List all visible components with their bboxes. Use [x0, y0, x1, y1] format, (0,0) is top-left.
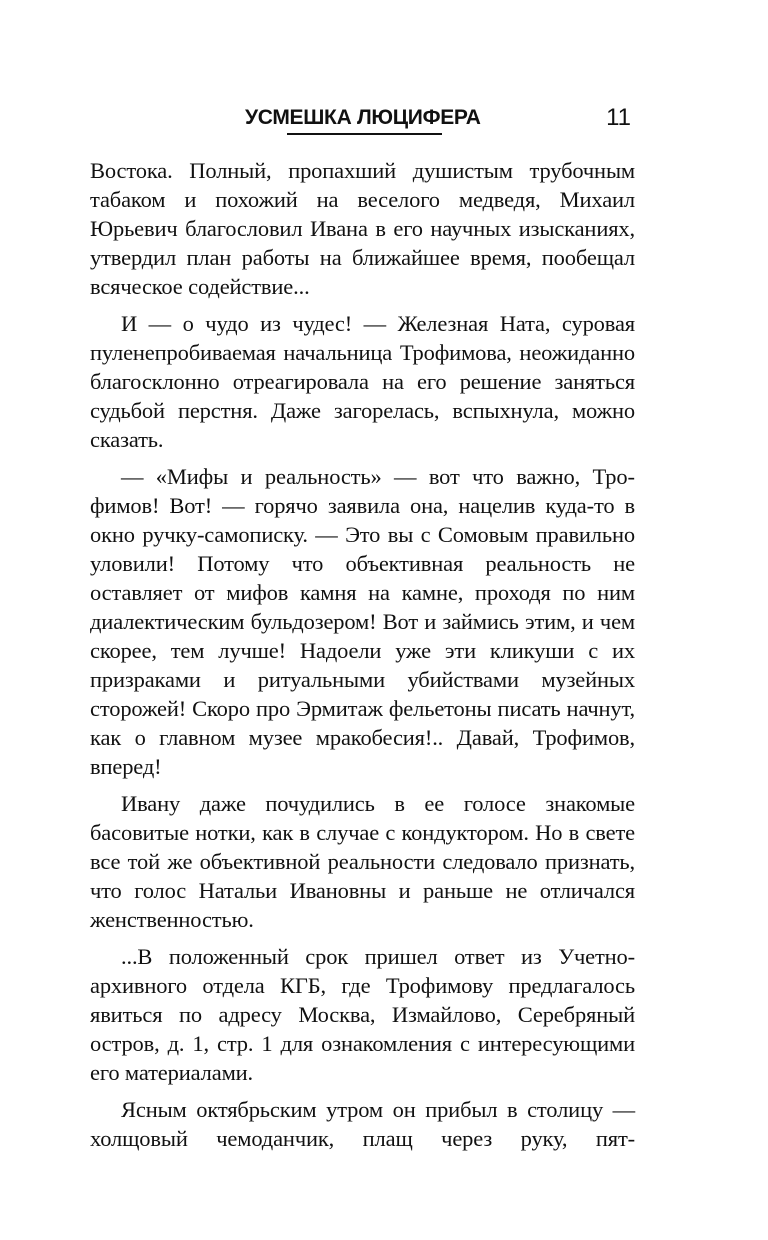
paragraph-2: И — о чудо из чудес! — Железная Ната, суровая пуленепробиваемая начальница Трофимова, неожиданно благосклонно отреагировала на его решение заняться судьбой перстня. Даже загорелась, вспыхнула, можно сказать.: [90, 311, 635, 452]
paragraph-4: Ивану даже почудились в ее голосе знакомые басовитые нотки, как в случае с кондуктором. Но в свете все той же объективной реальности следовало признать, что голос Натальи Ивановны и раньше не отличался женственностью.: [90, 791, 635, 932]
paragraph-5: ...В положенный срок пришел ответ из Учетно-архивного отдела КГБ, где Трофимову предлагалось явиться по адресу Москва, Измайлово, Серебряный остров, д. 1, стр. 1 для ознакомления с интересующими его материалами.: [90, 944, 635, 1085]
running-head-rule: [287, 133, 442, 135]
paragraph-3: — «Мифы и реальность» — вот что важно, Трофимов! Вот! — горячо заявила она, нацелив куда-то в окно ручку-самописку. — Это вы с Сомовым правильно уловили! Потому что объективная реальность не оставляет от мифов камня на камне, проходя по ним диалектическим бульдозером! Вот и займись этим, и чем скорее, тем лучше! Надоели уже эти кликуши с их призраками и ритуальными убийствами музейных сторожей! Скоро про Эрмитаж фельетоны писать начнут, как о главном музее мракобесия!.. Давай, Трофимов, вперед!: [90, 464, 635, 779]
page-number: 11: [606, 104, 631, 131]
paragraph-6: Ясным октябрьским утром он прибыл в столицу — холщовый чемоданчик, плащ через руку, пят-: [90, 1097, 635, 1151]
paragraph-1: Востока. Полный, пропахший душистым трубочным табаком и похожий на веселого медведя, Михаил Юрьевич благословил Ивана в его научных изысканиях, утвердил план работы на ближайшее время, пообещал всяческое содействие...: [90, 158, 635, 299]
running-head: [90, 100, 635, 140]
body-text: [90, 156, 635, 1161]
running-head-title: УСМЕШКА ЛЮЦИФЕРА: [245, 106, 481, 129]
